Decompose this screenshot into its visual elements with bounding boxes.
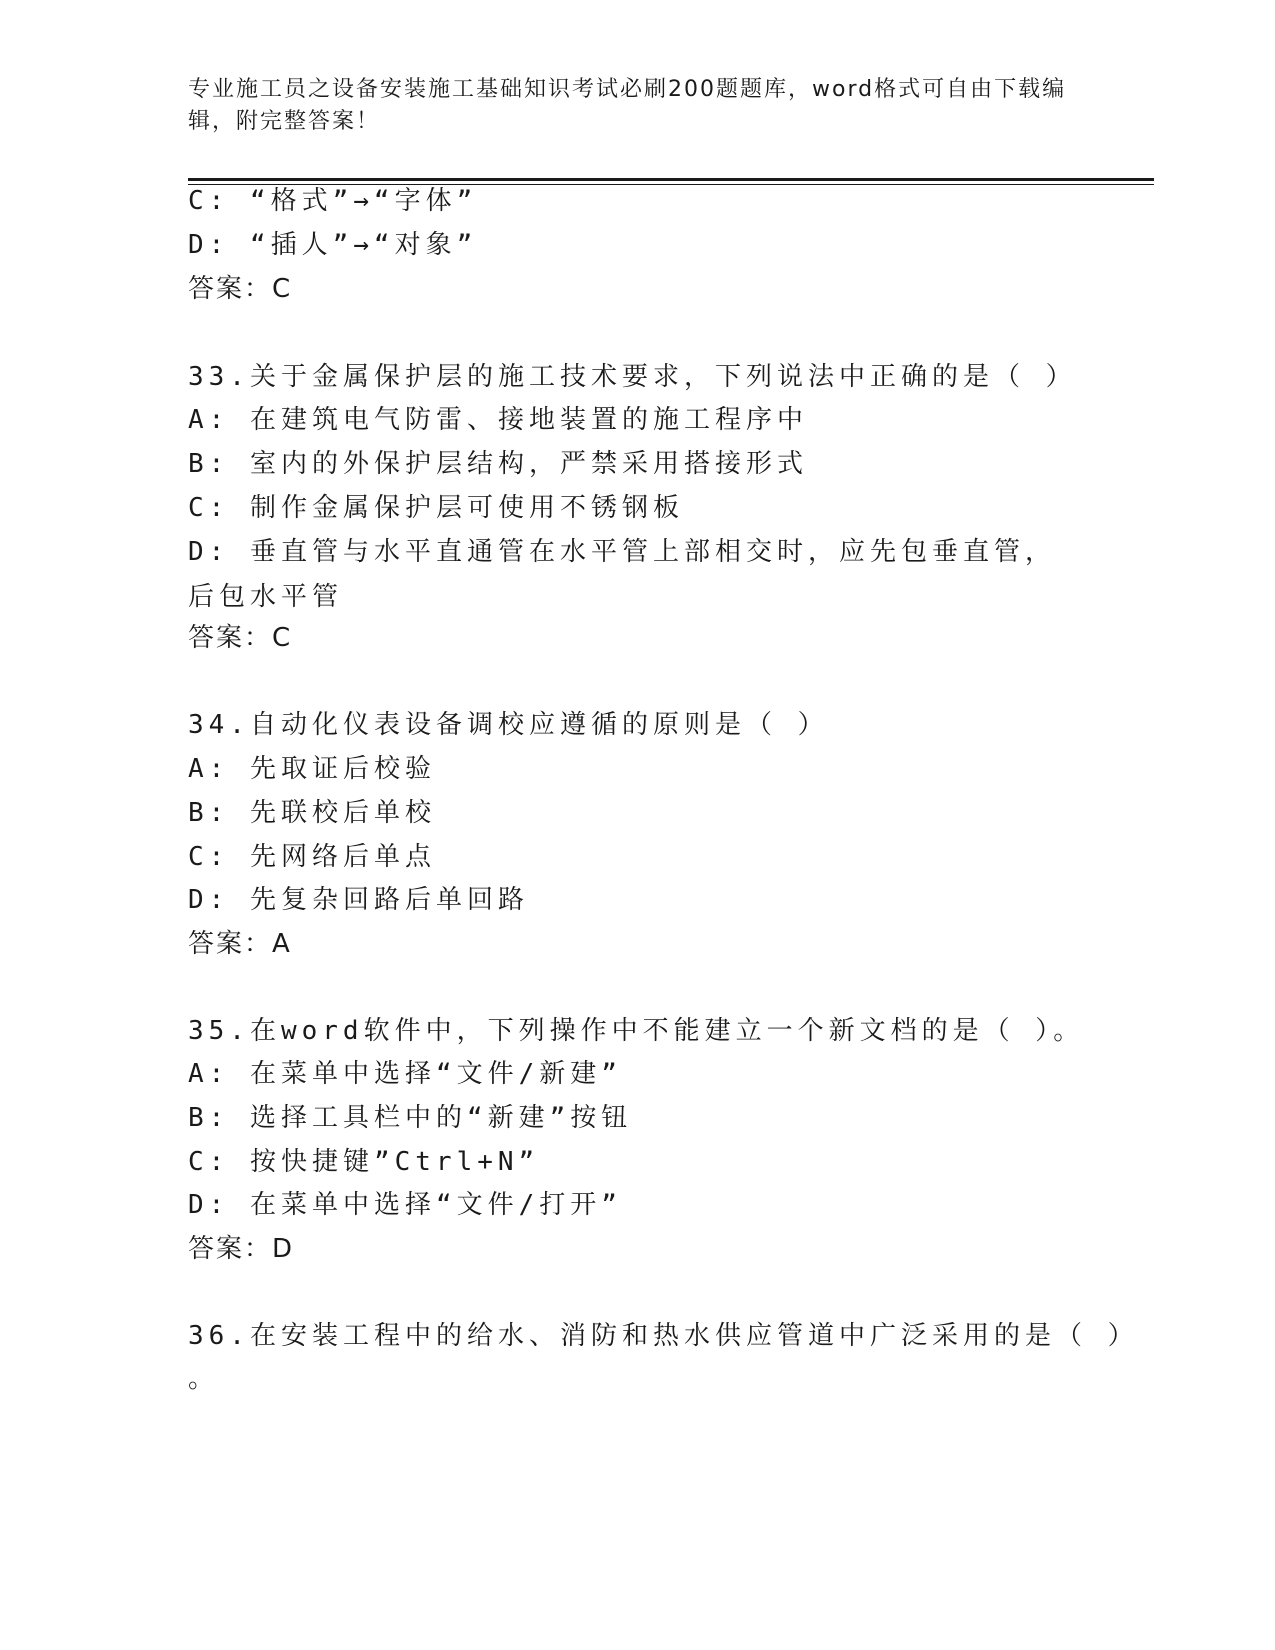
option-c: C: 制作金属保护层可使用不锈钢板 — [188, 493, 684, 523]
option-b: B: 先联校后单校 — [188, 798, 436, 828]
option-b: B: 室内的外保护层结构，严禁采用搭接形式 — [188, 449, 808, 479]
option-c: C: 先网络后单点 — [188, 842, 436, 872]
answer: 答案：D — [188, 1234, 295, 1264]
option-d: D: 垂直管与水平直通管在水平管上部相交时，应先包垂直管，后包水平管 — [188, 537, 1056, 612]
question-stem-34: 34.自动化仪表设备调校应遵循的原则是（ ） — [188, 710, 829, 740]
question-stem-35: 35.在word软件中，下列操作中不能建立一个新文档的是（ ）。 — [188, 1016, 1085, 1046]
option-a: A: 在菜单中选择“文件/新建” — [188, 1059, 622, 1089]
option-d: D: 先复杂回路后单回路 — [188, 885, 529, 915]
option-c: C: 按快捷键”Ctrl+N” — [188, 1147, 540, 1177]
question-stem-36: 36.在安装工程中的给水、消防和热水供应管道中广泛采用的是（ ） — [188, 1321, 1139, 1351]
option-d: D: 在菜单中选择“文件/打开” — [188, 1190, 622, 1220]
option-a: A: 在建筑电气防雷、接地装置的施工程序中 — [188, 405, 808, 435]
header-divider-thick — [188, 178, 1154, 181]
option-c: C: “格式”→“字体” — [188, 186, 478, 216]
document-header: 专业施工员之设备安装施工基础知识考试必刷200题题库，word格式可自由下载编辑，附完整答案！ — [188, 77, 1067, 134]
option-a: A: 先取证后校验 — [188, 754, 436, 784]
question-stem-33: 33.关于金属保护层的施工技术要求，下列说法中正确的是（ ） — [188, 362, 1077, 392]
answer: 答案：C — [188, 274, 293, 304]
answer: 答案：A — [188, 929, 292, 959]
question-stem-36-continuation: 。 — [188, 1364, 220, 1394]
option-b: B: 选择工具栏中的“新建”按钮 — [188, 1103, 633, 1133]
option-d: D: “插人”→“对象” — [188, 230, 478, 260]
answer: 答案：C — [188, 623, 293, 653]
